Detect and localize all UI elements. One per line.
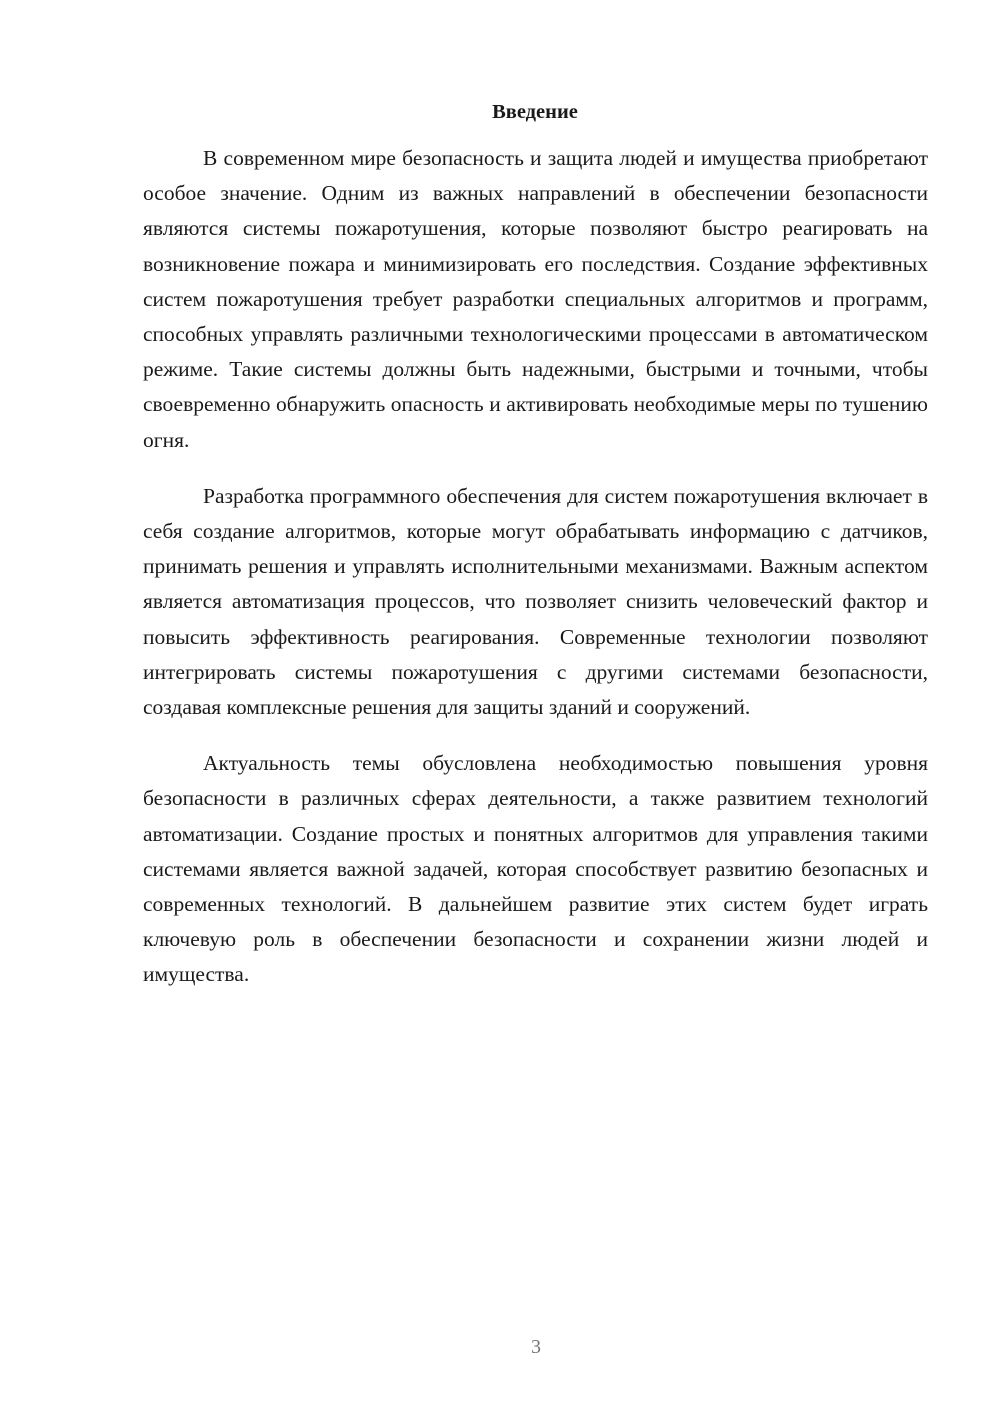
document-body [143,141,928,1014]
page-number: 3 [531,1336,541,1358]
paragraph-3: Актуальность темы обусловлена необходимостью повышения уровня безопасности в различных сферах деятельности, а также развитием технологий автоматизации. Создание простых и понятных алгоритмов для управления такими системами является важной задачей, которая способствует развитию безопасных и современных технологий. В дальнейшем развитие этих систем будет играть ключевую роль в обеспечении безопасности и сохранении жизни людей и имущества. [143,751,928,987]
paragraph-2: Разработка программного обеспечения для систем пожаротушения включает в себя создание алгоритмов, которые могут обрабатывать информацию с датчиков, принимать решения и управлять исполнительными механизмами. Важным аспектом является автоматизация процессов, что позволяет снизить человеческий фактор и повысить эффективность реагирования. Современные технологии позволяют интегрировать системы пожаротушения с другими системами безопасности, создавая комплексные решения для защиты зданий и сооружений. [143,483,928,720]
page-title: Введение [492,101,578,123]
paragraph-1: В современном мире безопасность и защита людей и имущества приобретают особое значение. Одним из важных направлений в обеспечении безопасности являются системы пожаротушения, которые позволяют быстро реагировать на возникновение пожара и минимизировать его последствия. Создание эффективных систем пожаротушения требует разработки специальных алгоритмов и программ, способных управлять различными технологическими процессами в автоматическом режиме. Такие системы должны быть надежными, быстрыми и точными, чтобы своевременно обнаружить опасность и активировать необходимые меры по тушению огня. [143,146,928,452]
